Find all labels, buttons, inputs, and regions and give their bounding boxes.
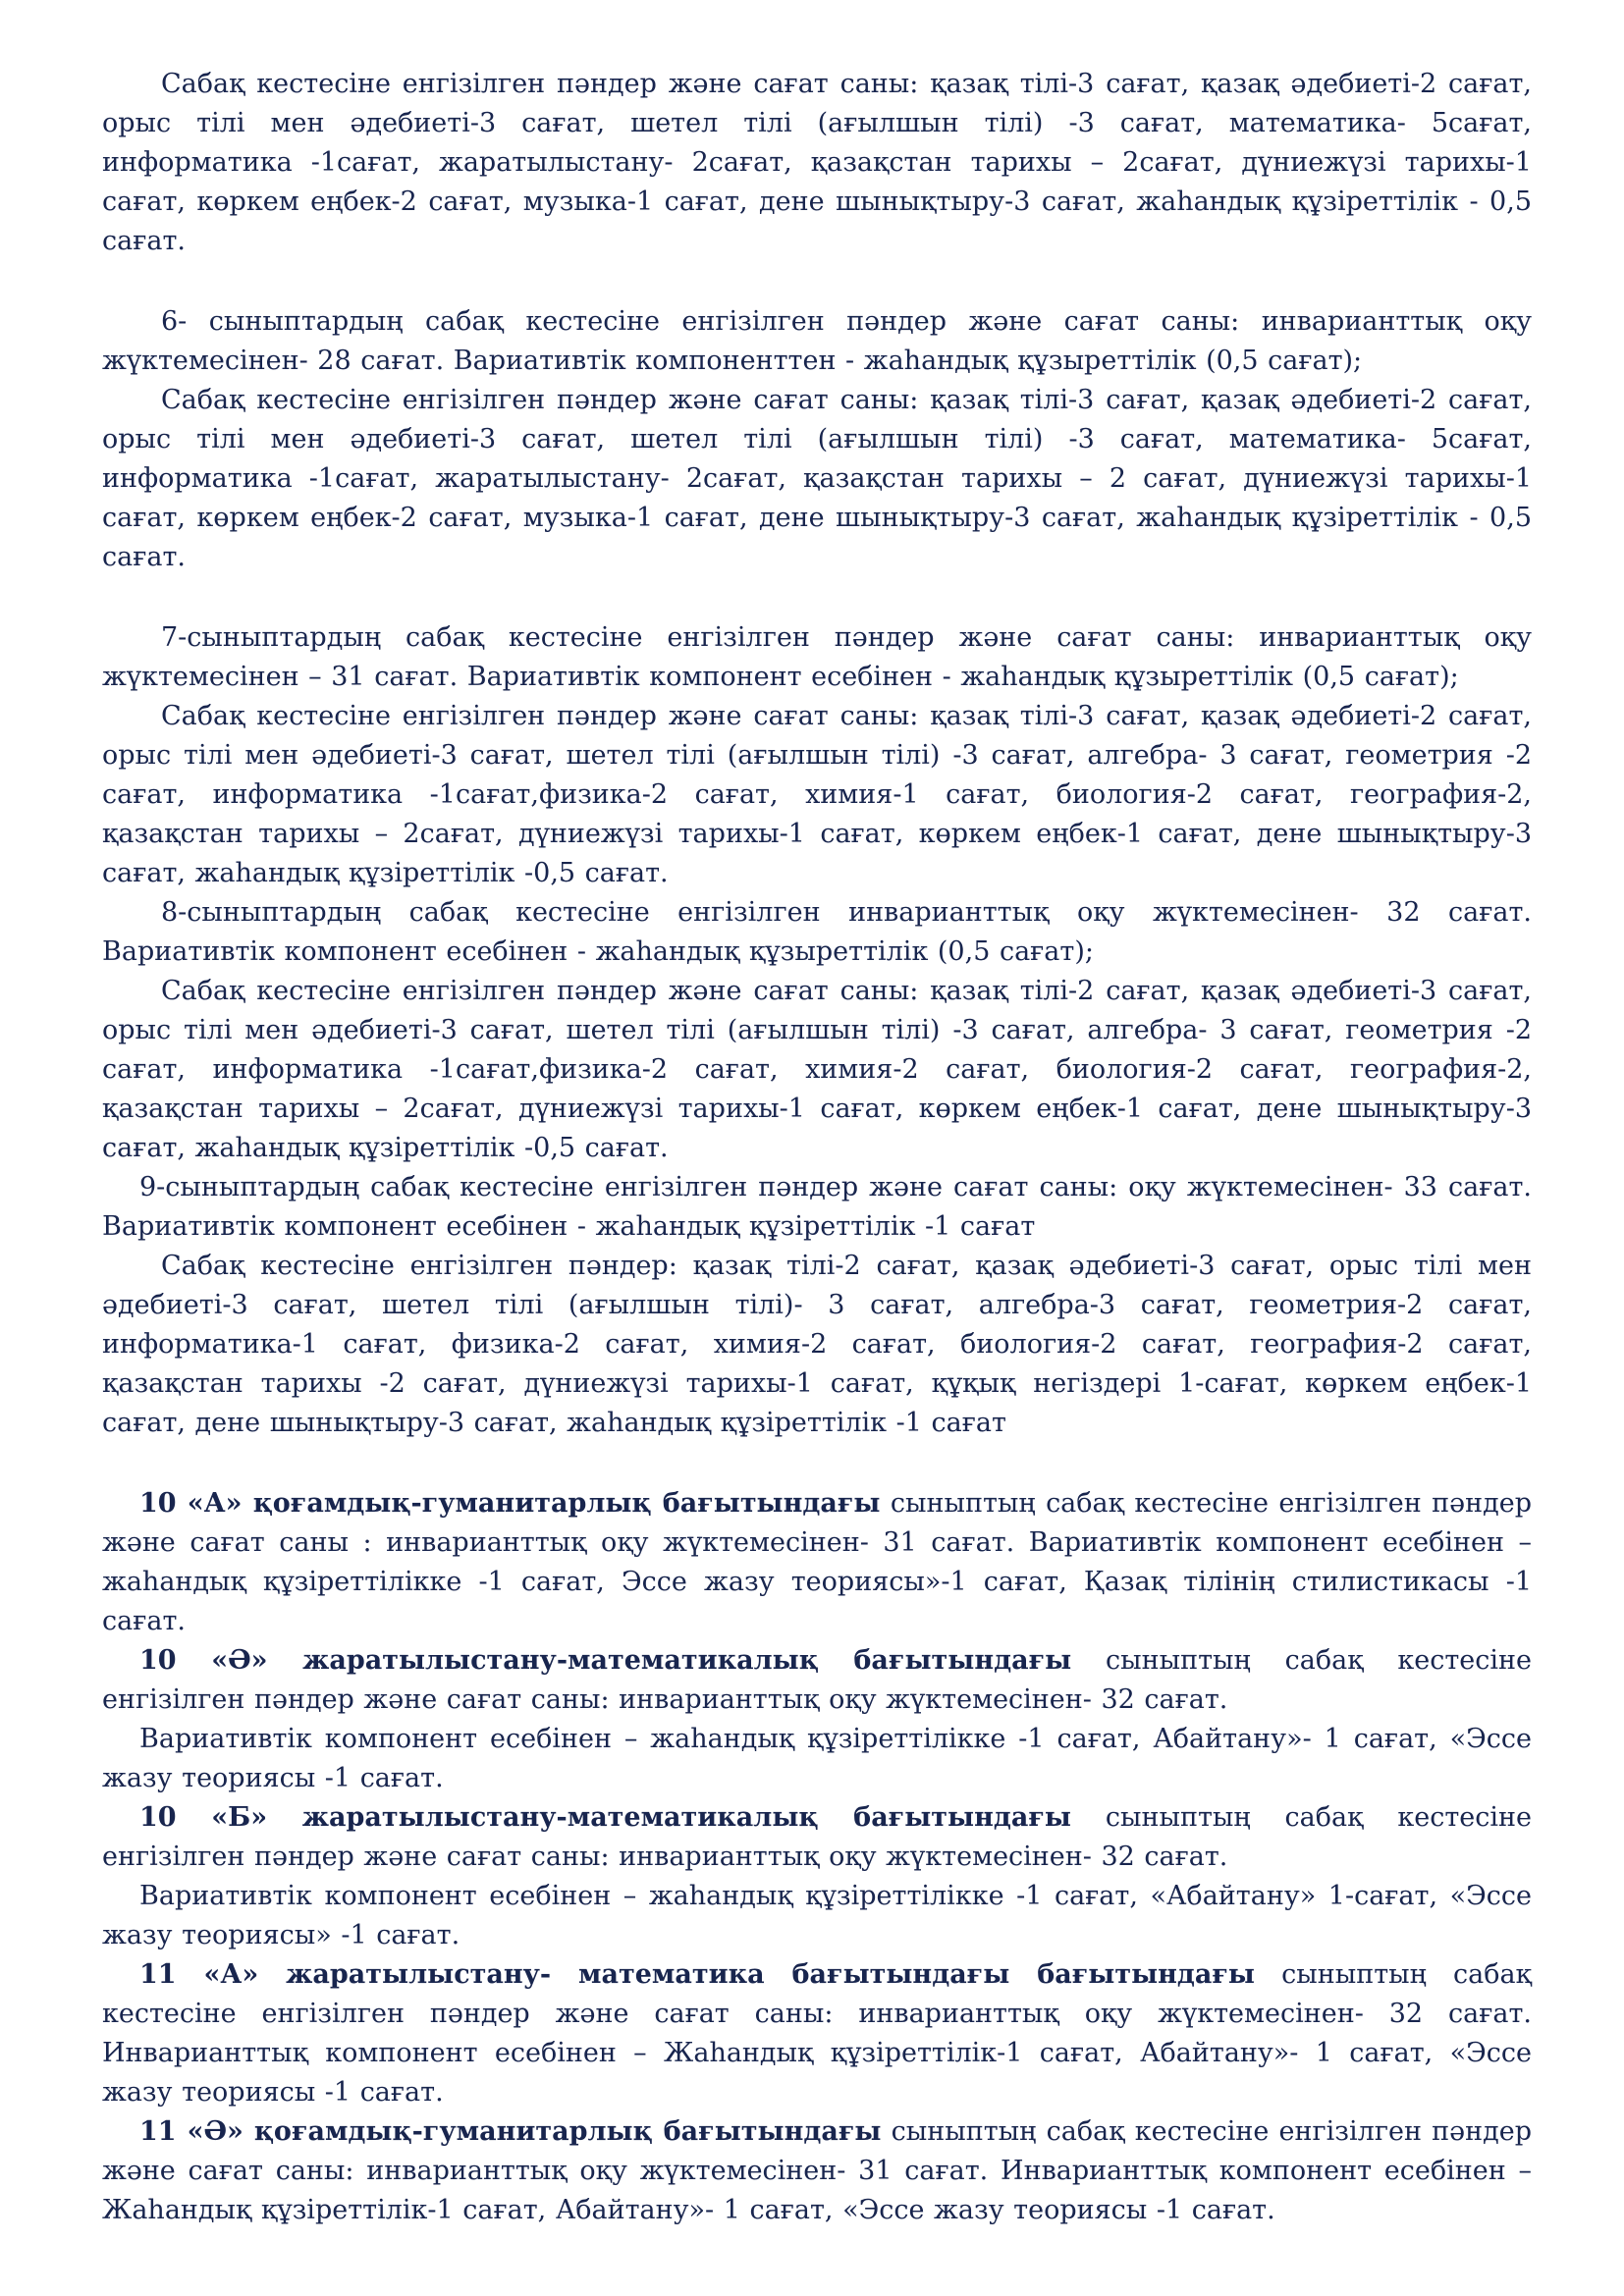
paragraph-text: 6- сыныптардың сабақ кестесіне енгізілген пәндер және сағат саны: инварианттық оқу жүктемесінен- 28 сағат. Вариативтік компоненттен - жаһандық құзыреттілік (0,5 сағат);: [102, 306, 1532, 376]
paragraph-text: сыныптың сабақ кестесіне енгізілген пәндер және сағат саны: инварианттық оқу жүктемесінен- 32 сағат. Инварианттық компонент есебінен – Жаһандық құзіреттілік-1 сағат, Абайтану»- 1 сағат, «Эссе жазу теориясы -1 сағат.: [102, 1959, 1532, 2108]
paragraph: [102, 1798, 1532, 1877]
document-body: [102, 65, 1532, 2230]
paragraph-text: Сабақ кестесіне енгізілген пәндер және сағат саны: қазақ тілі-3 сағат, қазақ әдебиеті-2 сағат, орыс тілі мен әдебиеті-3 сағат, шетел тілі (ағылшын тілі) -3 сағат, математика- 5сағат, информатика -1сағат, жаратылыстану- 2сағат, қазақстан тарихы – 2 сағат, дүниежүзі тарихы-1 сағат, көркем еңбек-2 сағат, музыка-1 сағат, дене шынықтыру-3 сағат, жаһандық құзіреттілік - 0,5 сағат.: [102, 385, 1532, 572]
paragraph-text: Сабақ кестесіне енгізілген пәндер және сағат саны: қазақ тілі-3 сағат, қазақ әдебиеті-2 сағат, орыс тілі мен әдебиеті-3 сағат, шетел тілі (ағылшын тілі) -3 сағат, математика- 5сағат, информатика -1сағат, жаратылыстану- 2сағат, қазақстан тарихы – 2сағат, дүниежүзі тарихы-1 сағат, көркем еңбек-2 сағат, музыка-1 сағат, дене шынықтыру-3 сағат, жаһандық құзіреттілік - 0,5 сағат.: [102, 69, 1532, 256]
paragraph-text: 7-сыныптардың сабақ кестесіне енгізілген пәндер және сағат саны: инварианттық оқу жүктемесінен – 31 сағат. Вариативтік компонент есебінен - жаһандық құзыреттілік (0,5 сағат);: [102, 622, 1532, 692]
paragraph: [102, 381, 1532, 577]
paragraph-lead: 11 «А» жаратылыстану- математика бағытындағы бағытындағы: [139, 1959, 1255, 1990]
paragraph-text: Сабақ кестесіне енгізілген пәндер және сағат саны: қазақ тілі-3 сағат, қазақ әдебиеті-2 сағат, орыс тілі мен әдебиеті-3 сағат, шетел тілі (ағылшын тілі) -3 сағат, алгебра- 3 сағат, геометрия -2 сағат, информатика -1сағат,физика-2 сағат, химия-1 сағат, биология-2 сағат, география-2, қазақстан тарихы – 2сағат, дүниежүзі тарихы-1 сағат, көркем еңбек-1 сағат, дене шынықтыру-3 сағат, жаһандық құзіреттілік -0,5 сағат.: [102, 701, 1532, 888]
paragraph-text: сыныптың сабақ кестесіне енгізілген пәндер және сағат саны: инварианттық оқу жүктемесінен- 32 сағат.: [102, 1802, 1532, 1872]
paragraph: [102, 1484, 1532, 1641]
paragraph-lead: 10 «А» қоғамдық-гуманитарлық бағытындағы: [139, 1488, 881, 1519]
paragraph-text: Сабақ кестесіне енгізілген пәндер: қазақ тілі-2 сағат, қазақ әдебиеті-3 сағат, орыс тілі мен әдебиеті-3 сағат, шетел тілі (ағылшын тілі)- 3 сағат, алгебра-3 сағат, геометрия-2 сағат, информатика-1 сағат, физика-2 сағат, химия-2 сағат, биология-2 сағат, география-2 сағат, қазақстан тарихы -2 сағат, дүниежүзі тарихы-1 сағат, құқық негіздері 1-сағат, көркем еңбек-1 сағат, дене шынықтыру-3 сағат, жаһандық құзіреттілік -1 сағат: [102, 1251, 1532, 1438]
paragraph-text: Вариативтік компонент есебінен – жаһандық құзіреттілікке -1 сағат, «Абайтану» 1-сағат, «Эссе жазу теориясы» -1 сағат.: [102, 1881, 1532, 1950]
paragraph-text: сыныптың сабақ кестесіне енгізілген пәндер және сағат саны: инварианттық оқу жүктемесінен- 32 сағат.: [102, 1645, 1532, 1715]
paragraph-text: 9-сыныптардың сабақ кестесіне енгізілген пәндер және сағат саны: оқу жүктемесінен- 33 сағат. Вариативтік компонент есебінен - жаһандық құзіреттілік -1 сағат: [102, 1172, 1532, 1242]
paragraph: [102, 1877, 1532, 1955]
paragraph: [102, 2112, 1532, 2230]
paragraph: [102, 1247, 1532, 1443]
paragraph-lead: 11 «Ә» қоғамдық-гуманитарлық бағытындағы: [139, 2116, 882, 2147]
paragraph: [102, 65, 1532, 261]
paragraph-text: пәндер және сағат саны: инварианттық оқу жүктемесінен- 31 сағат. Инварианттық компонент есебінен – Жаһандық құзіреттілік-1 сағат, Абайтану»- 1 сағат, «Эссе жазу теориясы -1 сағат.: [102, 2116, 1532, 2225]
paragraph-text: 8-сыныптардың сабақ кестесіне енгізілген инварианттық оқу жүктемесінен- 32 сағат. Вариативтік компонент есебінен - жаһандық құзыреттілік (0,5 сағат);: [102, 897, 1532, 967]
paragraph-text: Сабақ кестесіне енгізілген пәндер және сағат саны: қазақ тілі-2 сағат, қазақ әдебиеті-3 сағат, орыс тілі мен әдебиеті-3 сағат, шетел тілі (ағылшын тілі) -3 сағат, алгебра- 3 сағат, геометрия -2 сағат, информатика -1сағат,физика-2 сағат, химия-2 сағат, биология-2 сағат, география-2, қазақстан тарихы – 2сағат, дүниежүзі тарихы-1 сағат, көркем еңбек-1 сағат, дене шынықтыру-3 сағат, жаһандық құзіреттілік -0,5 сағат.: [102, 976, 1532, 1163]
paragraph: [102, 618, 1532, 697]
paragraph: [102, 893, 1532, 972]
paragraph: [102, 1168, 1532, 1247]
paragraph-text: сыныптың сабақ кестесіне енгізілген пәндер және сағат саны : инварианттық оқу жүктемесінен- 31 сағат. Вариативтік компонент есебінен – жаһандық құзіреттілікке -1 сағат, Эссе жазу теориясы»-1 сағат, Қазақ тілінің стилистикасы -1 сағат.: [102, 1488, 1532, 1636]
paragraph: [102, 1641, 1532, 1720]
paragraph: [102, 697, 1532, 893]
paragraph-text: Вариативтік компонент есебінен – жаһандық құзіреттілікке -1 сағат, Абайтану»- 1 сағат, «Эссе жазу теориясы -1 сағат.: [102, 1724, 1532, 1793]
paragraph: [102, 1720, 1532, 1798]
paragraph: [102, 302, 1532, 381]
paragraph-lead: 10 «Б» жаратылыстану-математикалық бағытындағы: [139, 1802, 1071, 1833]
paragraph: [102, 1955, 1532, 2112]
paragraph: [102, 972, 1532, 1168]
paragraph-lead-normal: сыныптың сабақ кестесіне енгізілген: [881, 2116, 1422, 2147]
paragraph-lead: 10 «Ә» жаратылыстану-математикалық бағытындағы: [139, 1645, 1072, 1676]
